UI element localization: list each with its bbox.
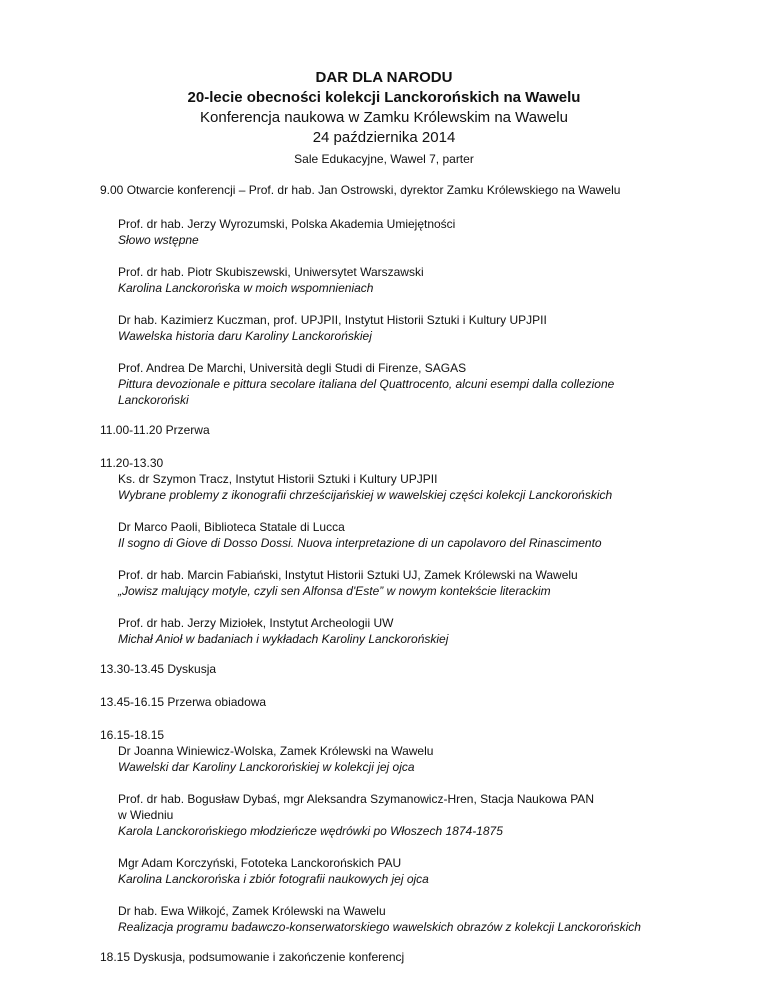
speaker-line: Prof. Andrea De Marchi, Università degli Studi di Firenze, SAGAS bbox=[118, 361, 467, 375]
talk-title: Wawelska historia daru Karoliny Lanckorońskiej bbox=[118, 329, 372, 343]
talk-title: Wybrane problemy z ikonografii chrześcijańskiej w wawelskiej części kolekcji Lanckorońskich bbox=[118, 488, 613, 502]
speaker-line: Prof. dr hab. Marcin Fabiański, Instytut Historii Sztuki UJ, Zamek Królewski na Wawelu bbox=[118, 568, 578, 582]
talk-title: Karolina Lanckorońska w moich wspomnieniach bbox=[118, 281, 374, 295]
talk-title-continued: Lanckoroński bbox=[118, 393, 189, 407]
speaker-line: Prof. dr hab. Piotr Skubiszewski, Uniwersytet Warszawski bbox=[118, 265, 424, 279]
speaker-line: Dr Marco Paoli, Biblioteca Statale di Lucca bbox=[118, 520, 345, 534]
talk-title: Michał Anioł w badaniach i wykładach Karoliny Lanckorońskiej bbox=[118, 632, 449, 646]
speaker-line: Dr hab. Ewa Wiłkojć, Zamek Królewski na Wawelu bbox=[118, 904, 386, 918]
speaker-line: Prof. dr hab. Bogusław Dybaś, mgr Aleksandra Szymanowicz-Hren, Stacja Naukowa PAN bbox=[118, 792, 594, 806]
speaker-line-continued: w Wiedniu bbox=[118, 808, 174, 822]
lunch-line: 13.45-16.15 Przerwa obiadowa bbox=[100, 695, 267, 709]
session-time: 11.20-13.30 bbox=[100, 456, 164, 470]
opening-line: 9.00 Otwarcie konferencji – Prof. dr hab. Jan Ostrowski, dyrektor Zamku Królewskiego na Wawelu bbox=[100, 183, 621, 197]
speaker-line: Dr hab. Kazimierz Kuczman, prof. UPJPII, Instytut Historii Sztuki i Kultury UPJPII bbox=[118, 313, 547, 327]
document-title: DAR DLA NARODU bbox=[315, 69, 453, 86]
speaker-line: Ks. dr Szymon Tracz, Instytut Historii Sztuki i Kultury UPJPII bbox=[118, 472, 438, 486]
talk-title: Słowo wstępne bbox=[118, 233, 199, 247]
talk-title: Pittura devozionale e pittura secolare italiana del Quattrocento, alcuni esempi dalla collezione bbox=[118, 377, 615, 391]
speaker-line: Mgr Adam Korczyński, Fototeka Lanckorońskich PAU bbox=[118, 856, 402, 870]
conference-venue: Sale Edukacyjne, Wawel 7, parter bbox=[294, 152, 474, 166]
speaker-line: Prof. dr hab. Jerzy Wyrozumski, Polska Akademia Umiejętności bbox=[118, 217, 456, 231]
talk-title: „Jowisz malujący motyle, czyli sen Alfonsa d'Este” w nowym kontekście literackim bbox=[118, 584, 551, 598]
document-subtitle: 20-lecie obecności kolekcji Lanckorońskich na Wawelu bbox=[187, 89, 581, 106]
conference-date: 24 października 2014 bbox=[312, 129, 456, 146]
discussion-line: 13.30-13.45 Dyskusja bbox=[100, 662, 217, 676]
talk-title: Karola Lanckorońskiego młodzieńcze wędrówki po Włoszech 1874-1875 bbox=[118, 824, 503, 838]
conference-name: Konferencja naukowa w Zamku Królewskim na Wawelu bbox=[200, 109, 568, 126]
speaker-line: Prof. dr hab. Jerzy Miziołek, Instytut Archeologii UW bbox=[118, 616, 394, 630]
talk-title: Karolina Lanckorońska i zbiór fotografii naukowych jej ojca bbox=[118, 872, 429, 886]
break-line: 11.00-11.20 Przerwa bbox=[100, 423, 210, 437]
session-time: 16.15-18.15 bbox=[100, 728, 165, 742]
talk-title: Il sogno di Giove di Dosso Dossi. Nuova interpretazione di un capolavoro del Rinascimento bbox=[118, 536, 602, 550]
closing-line: 18.15 Dyskusja, podsumowanie i zakończenie konferencj bbox=[100, 950, 405, 964]
talk-title: Wawelski dar Karoliny Lanckorońskiej w kolekcji jej ojca bbox=[118, 760, 415, 774]
speaker-line: Dr Joanna Winiewicz-Wolska, Zamek Królewski na Wawelu bbox=[118, 744, 434, 758]
talk-title: Realizacja programu badawczo-konserwatorskiego wawelskich obrazów z kolekcji Lanckorońskich bbox=[118, 920, 641, 934]
